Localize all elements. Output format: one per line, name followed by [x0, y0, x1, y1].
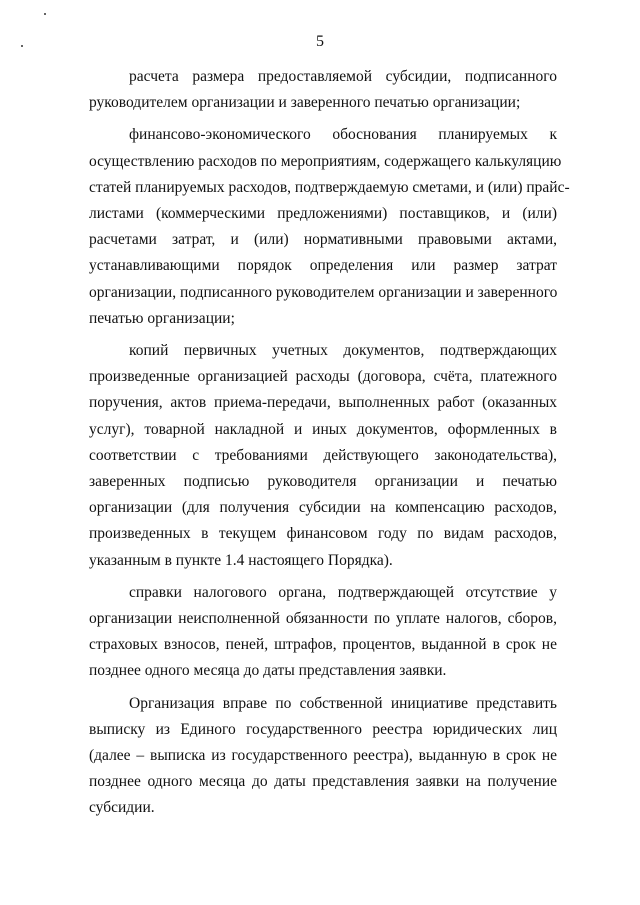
- text-line: листами (коммерческими предложениями) поставщиков, и (или): [89, 205, 557, 223]
- text-line: произведенные организацией расходы (договора, счёта, платежного: [89, 368, 557, 386]
- page-number: 5: [316, 33, 324, 50]
- text-line: позднее одного месяца до даты представления заявки на получение: [89, 773, 557, 791]
- text-line: организации, подписанного руководителем организации и заверенного: [89, 283, 558, 301]
- text-line: расчета размера предоставляемой субсидии, подписанного: [129, 68, 557, 85]
- text-line: финансово-экономического обоснования планируемых к: [129, 126, 557, 144]
- text-line: копий первичных учетных документов, подтверждающих: [129, 342, 557, 360]
- text-line: субсидии.: [89, 799, 155, 817]
- text-line: осуществлению расходов по мероприятиям, содержащего калькуляцию: [89, 152, 562, 170]
- text-line: организации (для получения субсидии на компенсацию расходов,: [89, 499, 557, 517]
- text-line: произведенных в текущем финансовом году по видам расходов,: [89, 525, 557, 543]
- text-line: справки налогового органа, подтверждающей отсутствие у: [129, 583, 557, 601]
- text-line: услуг), товарной накладной и иных документов, оформленных в: [89, 420, 557, 438]
- paragraph: [89, 64, 557, 116]
- text-line: поручения, актов приема-передачи, выполненных работ (оказанных: [89, 394, 557, 412]
- paragraph: [89, 691, 557, 822]
- text-line: позднее одного месяца до даты представления заявки.: [89, 662, 447, 680]
- text-line: статей планируемых расходов, подтверждаемую сметами, и (или) прайс-: [89, 178, 570, 196]
- text-line: Организация вправе по собственной инициативе представить: [129, 694, 557, 712]
- text-line: заверенных подписью руководителя организации и печатью: [89, 473, 557, 491]
- paragraph: [89, 338, 557, 574]
- text-line: руководителем организации и заверенного печатью организации;: [89, 94, 521, 112]
- document-body: [89, 64, 570, 822]
- text-line: указанным в пункте 1.4 настоящего Порядка).: [89, 551, 393, 569]
- text-line: страховых взносов, пеней, штрафов, процентов, выданной в срок не: [89, 636, 557, 654]
- scan-speck: [44, 13, 46, 15]
- text-line: печатью организации;: [89, 309, 235, 327]
- paragraph: [89, 580, 557, 685]
- text-line: устанавливающими порядок определения или размер затрат: [89, 257, 557, 275]
- text-line: организации неисполненной обязанности по уплате налогов, сборов,: [89, 610, 557, 628]
- text-line: расчетами затрат, и (или) нормативными правовыми актами,: [89, 231, 557, 249]
- text-line: (далее – выписка из государственного реестра), выданную в срок не: [89, 747, 557, 765]
- text-line: выписку из Единого государственного реестра юридических лиц: [89, 720, 557, 738]
- text-line: соответствии с требованиями действующего законодательства),: [89, 446, 557, 464]
- paragraph: [89, 122, 570, 332]
